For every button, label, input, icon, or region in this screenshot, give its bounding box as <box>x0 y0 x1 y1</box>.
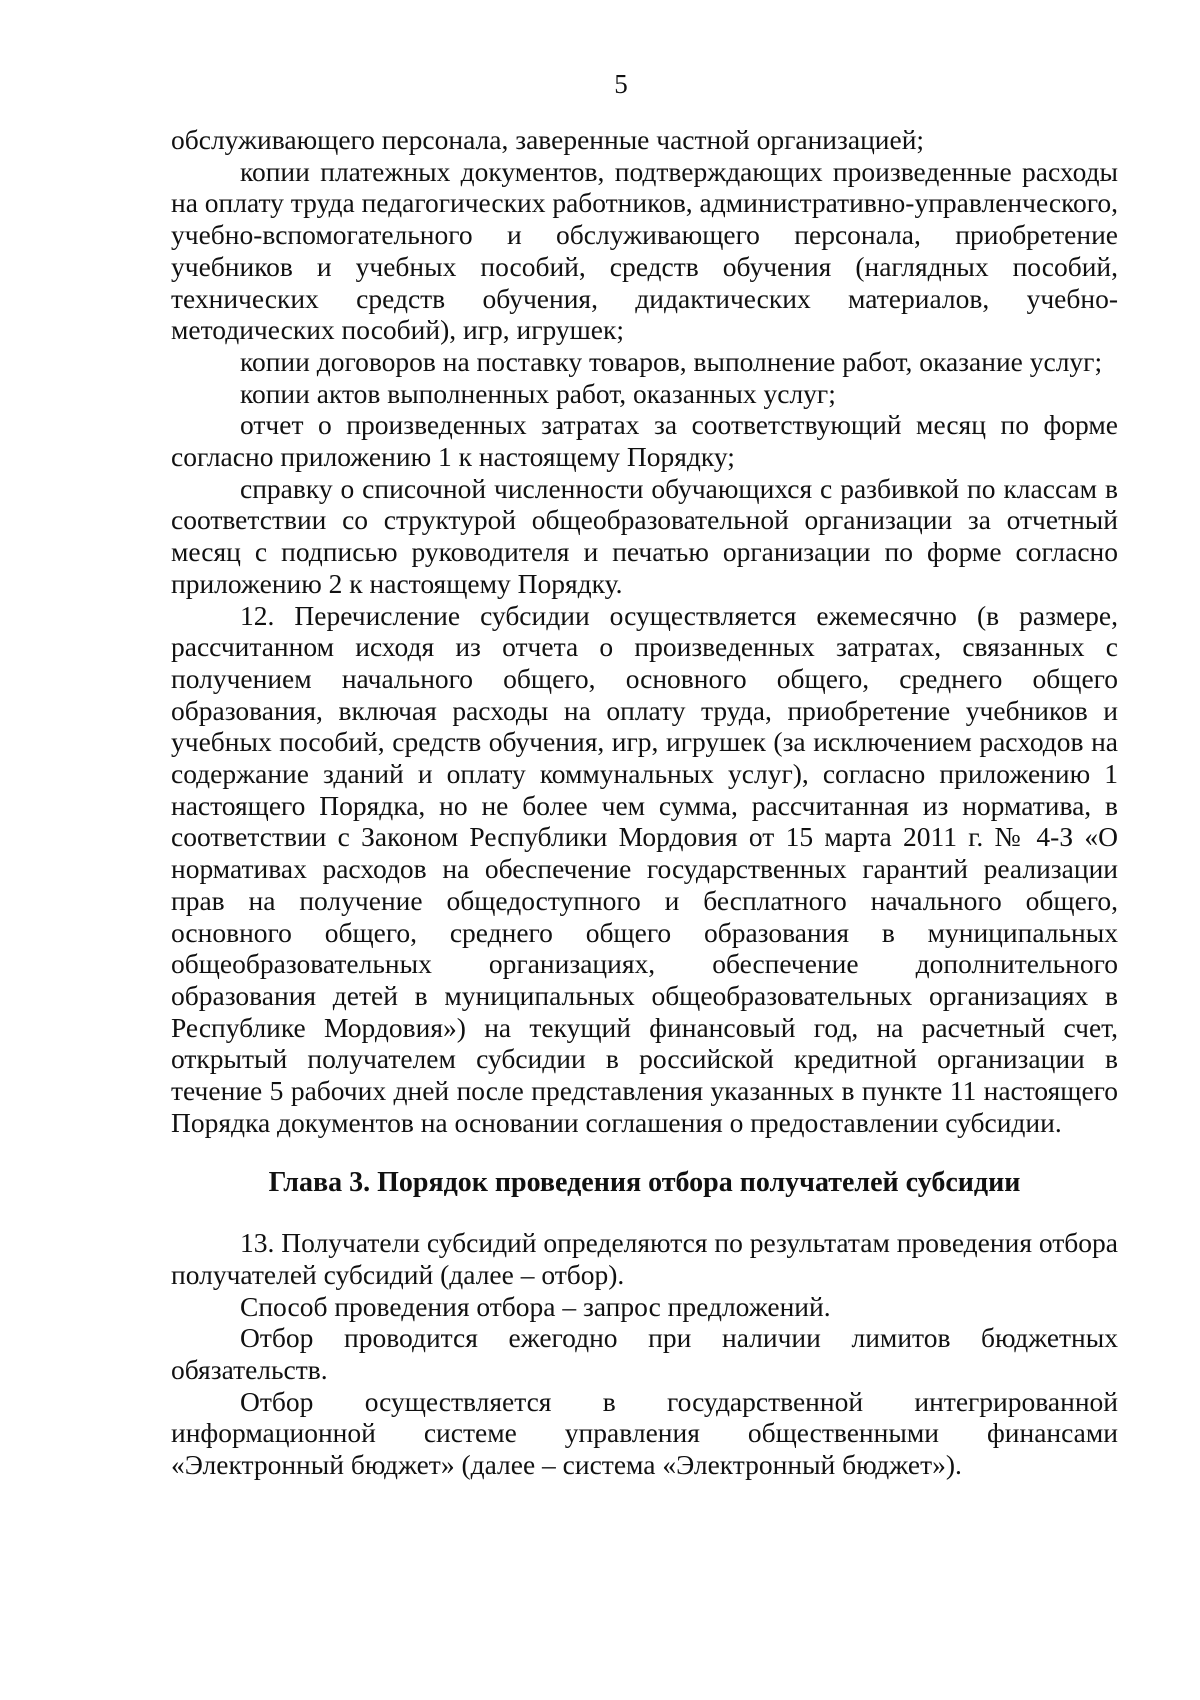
document-body <box>171 124 1118 1481</box>
paragraph-payment-documents: копии платежных документов, подтверждающих произведенные расходы на оплату труда педагогических работников, административно-управленческого, учебно-вспомогательного и обслуживающего персонала, приобретение учебников и учебных пособий, средств обучения (наглядных пособий, технических средств обучения, дидактических материалов, учебно-методических пособий), игр, игрушек; <box>171 155 1119 346</box>
page-number: 5 <box>614 69 628 99</box>
paragraph-selection-method: Способ проведения отбора – запрос предложений. <box>240 1290 831 1322</box>
paragraph-continuation: обслуживающего персонала, заверенные частной организацией; <box>171 124 925 155</box>
paragraph-contracts: копии договоров на поставку товаров, выполнение работ, оказание услуг; <box>240 345 1103 377</box>
paragraph-electronic-budget: Отбор осуществляется в государственной интегрированной информационной системе управления общественными финансами «Электронный бюджет» (далее – система «Электронный бюджет»). <box>171 1385 1118 1481</box>
paragraph-student-count: справку о списочной численности обучающихся с разбивкой по классам в соответствии со структурой общеобразовательной организации за отчетный месяц с подписью руководителя и печатью организации по форме согласно приложению 2 к настоящему Порядку. <box>171 472 1118 599</box>
chapter-heading: Глава 3. Порядок проведения отбора получателей субсидии <box>268 1166 1021 1198</box>
paragraph-selection-annual: Отбор проводится ежегодно при наличии лимитов бюджетных обязательств. <box>171 1322 1118 1386</box>
paragraph-item-12: 12. Перечисление субсидии осуществляется ежемесячно (в размере, рассчитанном исходя из отчета о произведенных затратах, связанных с получением начального общего, основного общего, среднего общего образования, включая расходы на оплату труда, приобретение учебников и учебных пособий, средств обучения, игр, игрушек (за исключением расходов на содержание зданий и оплату коммунальных услуг), согласно приложению 1 настоящего Порядка, но не более чем сумма, рассчитанная из норматива, в соответствии с Законом Республики Мордовия от 15 марта 2011 г. № 4-З «О нормативах расходов на обеспечение государственных гарантий реализации прав на получение общедоступного и бесплатного начального общего, основного общего, среднего общего образования в муниципальных общеобразовательных организациях, обеспечение дополнительного образования детей в муниципальных общеобразовательных организациях в Республике Мордовия») на текущий финансовый год, на расчетный счет, открытый получателем субсидии в российской кредитной организации в течение 5 рабочих дней после представления указанных в пункте 11 настоящего Порядка документов на основании соглашения о предоставлении субсидии. <box>171 599 1118 1138</box>
paragraph-expense-report: отчет о произведенных затратах за соответствующий месяц по форме согласно приложению 1 к настоящему Порядку; <box>171 409 1118 473</box>
paragraph-acts: копии актов выполненных работ, оказанных услуг; <box>240 377 836 409</box>
paragraph-item-13: 13. Получатели субсидий определяются по результатам проведения отбора получателей субсидий (далее – отбор). <box>171 1227 1118 1290</box>
